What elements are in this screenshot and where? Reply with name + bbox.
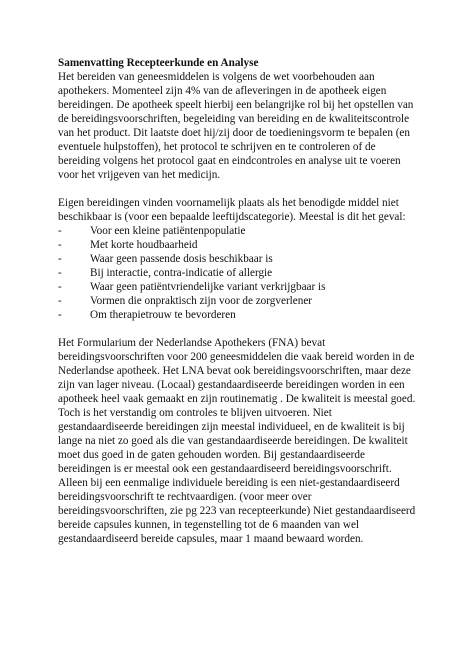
list-dash: - <box>58 309 62 321</box>
list-item-text: Waar geen passende dosis beschikbaar is <box>90 253 273 265</box>
list-dash: - <box>58 281 62 293</box>
list-item-text: Vormen die onpraktisch zijn voor de zorgverlener <box>90 295 313 307</box>
list-item <box>58 294 418 308</box>
list-item <box>58 266 418 280</box>
list-dash: - <box>58 295 62 307</box>
list-item-text: Waar geen patiëntvriendelijke variant verkrijgbaar is <box>90 281 326 293</box>
list-dash: - <box>58 225 62 237</box>
intro-paragraph: Het bereiden van geneesmiddelen is volgens de wet voorbehouden aan apothekers. Momenteel zijn 4% van de afleveringen in de apotheek eigen bereidingen. De apotheek speelt hierbij een belangrijke rol bij het opstellen van de bereidingsvoorschriften, begeleiding van bereiding en de kwaliteitscontrole van het product. Dit laatste doet hij/zij door de toedieningsvorm te bepalen (en eventuele hulpstoffen), het protocol te schrijven en te controleren of de bereiding volgens het protocol gaat en eindcontroles en analyse uit te voeren voor het vrijgeven van het medicijn. <box>58 71 414 181</box>
list-item-text: Met korte houdbaarheid <box>90 239 198 251</box>
paragraph-gap <box>58 182 418 196</box>
list-item <box>58 280 418 294</box>
document-page <box>58 56 418 546</box>
list-item-text: Bij interactie, contra-indicatie of allergie <box>90 267 273 279</box>
list-item <box>58 238 418 252</box>
list-dash: - <box>58 267 62 279</box>
fna-paragraph: Het Formularium der Nederlandse Apothekers (FNA) bevat bereidingsvoorschriften voor 200 geneesmiddelen die vaak bereid worden in de Nederlandse apotheek. Het LNA bevat ook bereidingsvoorschriften, maar deze zijn van lager niveau. (Locaal) gestandaardiseerde bereidingen worden in een apotheek heel vaak gemaakt en zijn routinematig . De kwaliteit is meestal goed. Toch is het verstandig om controles te blijven uitvoeren. Niet gestandaardiseerde bereidingen zijn meestal individueel, en de kwaliteit is bij lange na niet zo goed als die van gestandaardiseerde bereidingen. De kwaliteit moet dus goed in de gaten gehouden worden. Bij gestandaardiseerde bereidingen is er meestal ook een gestandaardiseerd bereidingsvoorschrift. Alleen bij een eenmalige individuele bereiding is een niet-gestandaardiseerd bereidingsvoorschrift te rechtvaardigen. (voor meer over bereidingsvoorschriften, zie pg 223 van recepteerkunde) Niet gestandaardiseerd bereide capsules kunnen, in tegenstelling tot de 6 maanden van wel gestandaardiseerd bereide capsules, maar 1 maand bewaard worden. <box>58 337 416 545</box>
list-item <box>58 308 418 322</box>
list-dash: - <box>58 239 62 251</box>
paragraph-gap <box>58 322 418 336</box>
list-dash: - <box>58 253 62 265</box>
list-item <box>58 224 418 238</box>
list-item-text: Om therapietrouw te bevorderen <box>90 309 236 321</box>
reasons-list <box>58 224 418 322</box>
list-item-text: Voor een kleine patiëntenpopulatie <box>90 225 246 237</box>
list-item <box>58 252 418 266</box>
document-title: Samenvatting Recepteerkunde en Analyse <box>58 57 259 69</box>
own-preparations-paragraph: Eigen bereidingen vinden voornamelijk plaats als het benodigde middel niet beschikbaar is (voor een bepaalde leeftijdscategorie). Meestal is dit het geval: <box>58 197 406 223</box>
